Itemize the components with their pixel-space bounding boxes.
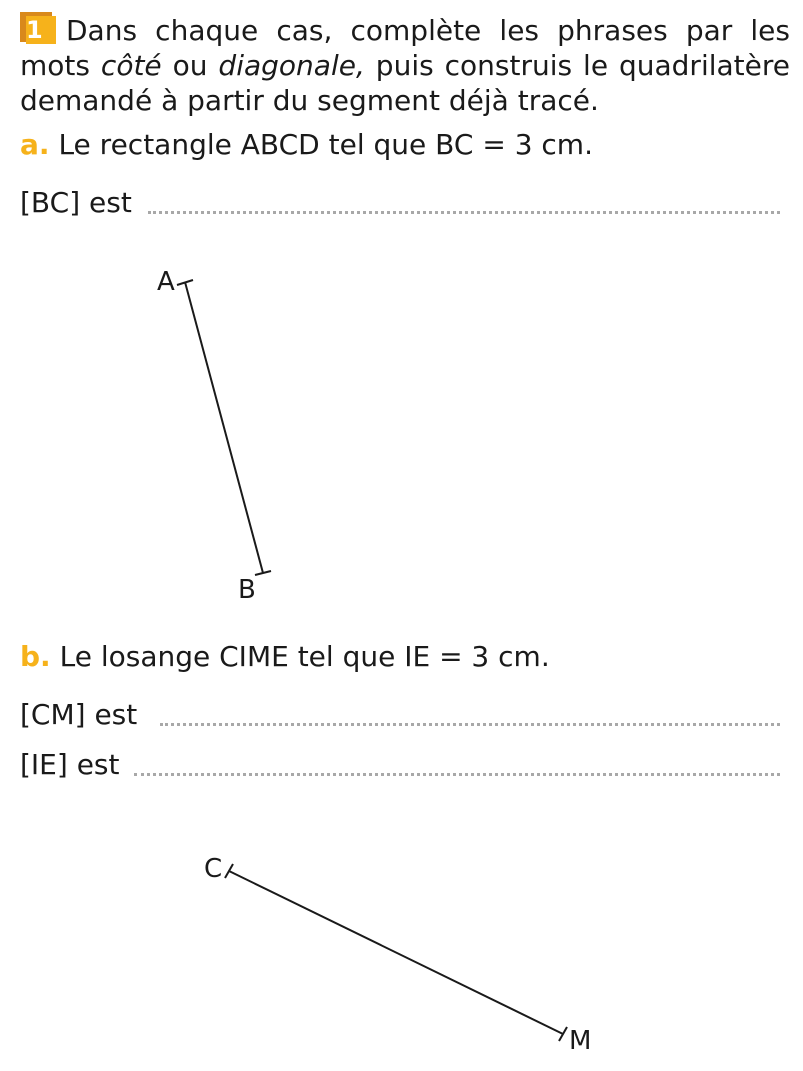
point-label-c: C bbox=[204, 854, 223, 884]
instruction-part-3: puis construis le quadrilatère demandé à partir du segment déjà tracé. bbox=[20, 49, 790, 117]
part-a-text: Le rectangle ABCD tel que BC = 3 cm. bbox=[58, 128, 593, 161]
endpoint-mark-c bbox=[225, 864, 233, 878]
point-label-b: B bbox=[238, 575, 256, 605]
part-b-text: Le losange CIME tel que IE = 3 cm. bbox=[59, 640, 550, 673]
endpoint-mark-m bbox=[559, 1027, 567, 1041]
word-cote: côté bbox=[100, 49, 162, 82]
segment-cm bbox=[229, 871, 563, 1034]
answer-dots-ie[interactable] bbox=[134, 773, 780, 776]
answer-prompt-bc: [BC] est bbox=[20, 186, 132, 219]
part-b-statement bbox=[20, 640, 550, 674]
part-b-letter: b. bbox=[20, 640, 51, 673]
part-a-letter: a. bbox=[20, 128, 50, 161]
point-label-a: A bbox=[157, 267, 175, 297]
word-diagonale: diagonale, bbox=[218, 49, 365, 82]
answer-line-ie[interactable] bbox=[20, 748, 780, 782]
segment-ab bbox=[185, 282, 263, 573]
answer-prompt-cm: [CM] est bbox=[20, 698, 138, 731]
instruction-part-1: Dans chaque cas, complète les phrases par les mots bbox=[20, 14, 790, 82]
answer-prompt-ie: [IE] est bbox=[20, 748, 120, 781]
answer-line-cm[interactable] bbox=[20, 698, 780, 732]
exercise-number: 1 bbox=[26, 16, 56, 44]
answer-dots-cm[interactable] bbox=[160, 723, 780, 726]
instruction-part-2: ou bbox=[161, 49, 219, 82]
point-label-m: M bbox=[569, 1026, 592, 1056]
